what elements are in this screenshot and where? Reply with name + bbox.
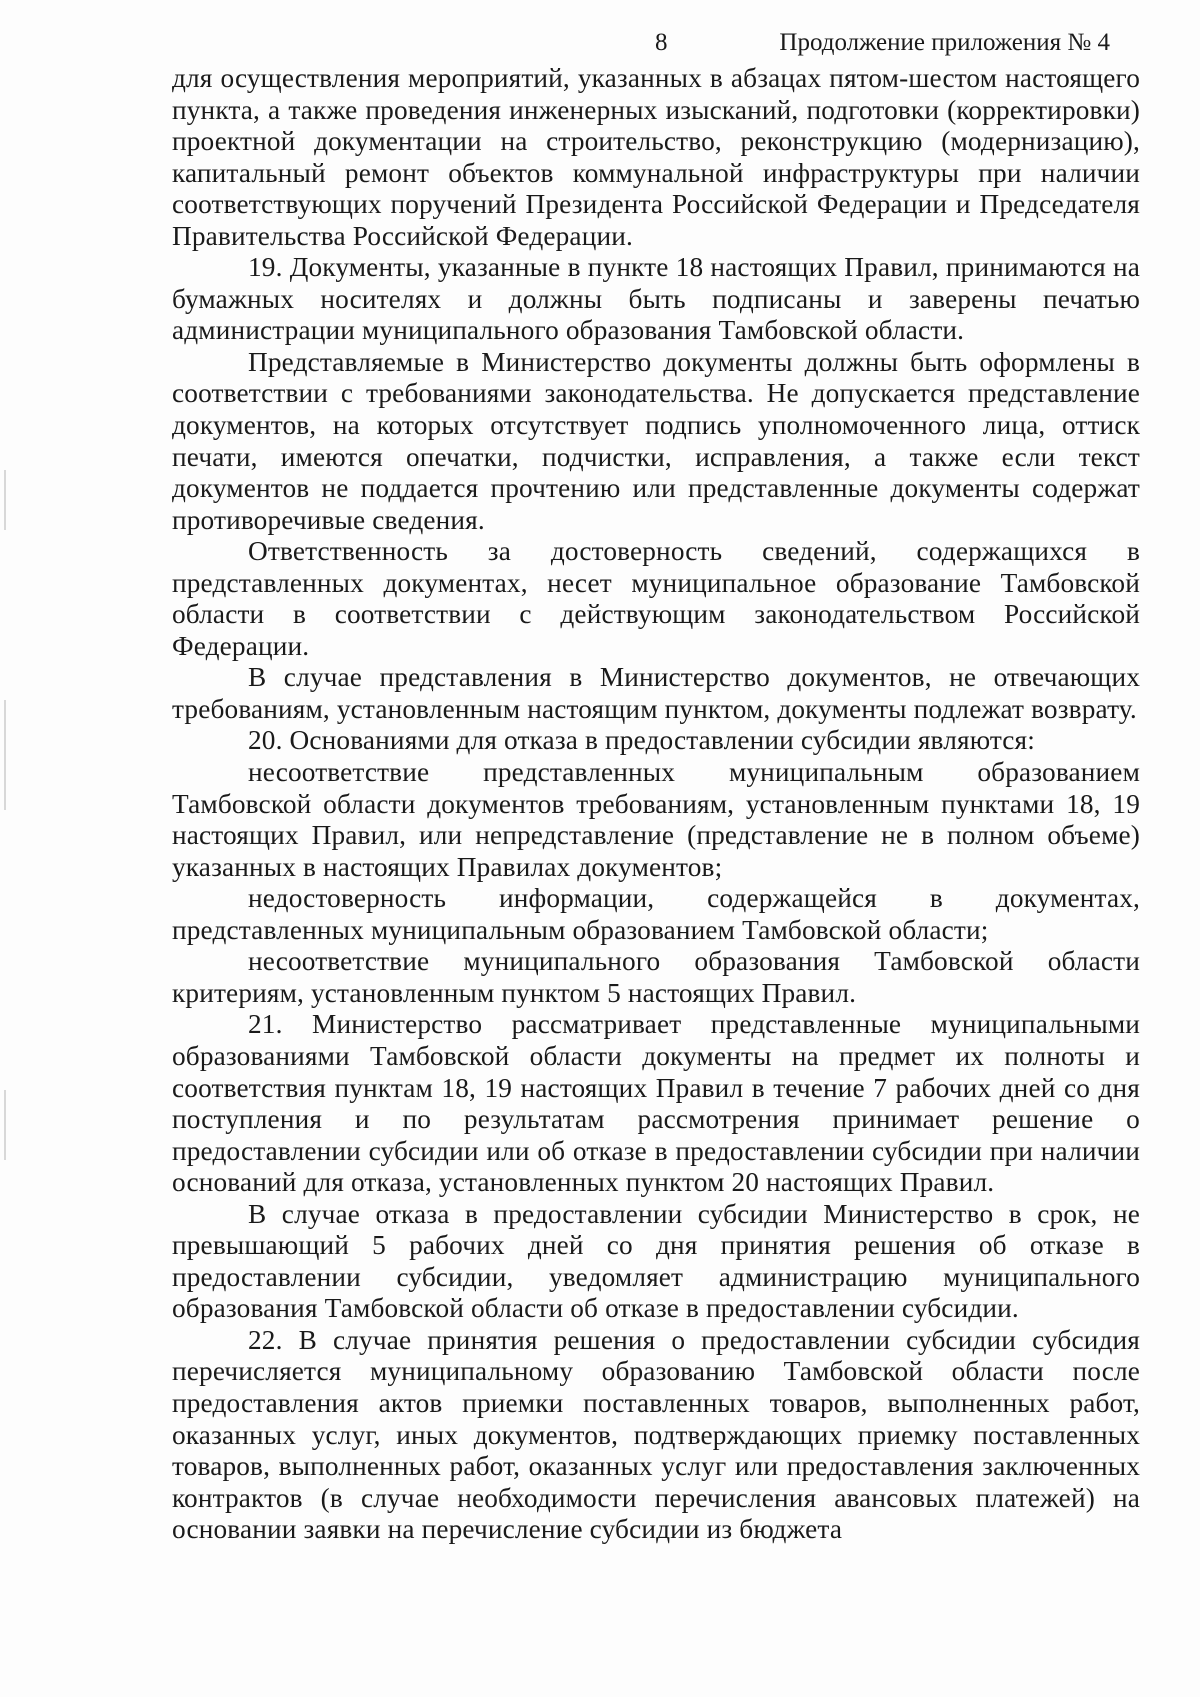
- paragraph-continuation: для осуществления мероприятий, указанных в абзацах пятом-шестом настоящего пункта, а также проведения инженерных изысканий, подготовки (корректировки) проектной документации на строительство, реконструкцию (модернизацию), капитальный ремонт объектов коммунальной инфраструктуры при наличии соответствующих поручений Президента Российской Федерации и Председателя Правительства Российской Федерации.: [172, 63, 1140, 251]
- page-number: 8: [655, 29, 668, 56]
- paragraph-item-19: 19. Документы, указанные в пункте 18 настоящих Правил, принимаются на бумажных носителях и должны быть подписаны и заверены печатью администрации муниципального образования Тамбовской области.: [172, 252, 1140, 346]
- document-body: [172, 63, 1140, 1546]
- scan-artifact: [4, 470, 6, 530]
- paragraph-item-21: 21. Министерство рассматривает представленные муниципальными образованиями Тамбовской области документы на предмет их полноты и соответствия пунктам 18, 19 настоящих Правил в течение 7 рабочих дней со дня поступления и по результатам рассмотрения принимает решение о предоставлении субсидии или об отказе в предоставлении субсидии при наличии оснований для отказа, установленных пунктом 20 настоящих Правил.: [172, 1009, 1140, 1198]
- paragraph-document-requirements: Представляемые в Министерство документы должны быть оформлены в соответствии с требованиями законодательства. Не допускается представление документов, на которых отсутствует подпись уполномоченного лица, оттиск печати, имеются опечатки, подчистки, исправления, а также если текст документов не поддается прочтению или представленные документы содержат противоречивые сведения.: [172, 346, 1140, 535]
- appendix-label: Продолжение приложения № 4: [779, 29, 1110, 56]
- paragraph-responsibility: Ответственность за достоверность сведений, содержащихся в представленных документах, несет муниципальное образование Тамбовской области в соответствии с действующим законодательством Российской Федерации.: [172, 536, 1140, 661]
- paragraph-refusal-reason-1: несоответствие представленных муниципальным образованием Тамбовской области документов требованиям, установленным пунктами 18, 19 настоящих Правил, или непредставление (представление не в полном объеме) указанных в настоящих Правилах документов;: [172, 757, 1140, 882]
- paragraph-refusal-reason-3: несоответствие муниципального образования Тамбовской области критериям, установленным пунктом 5 настоящих Правил.: [172, 946, 1140, 1008]
- scan-artifact: [4, 700, 6, 810]
- paragraph-return-documents: В случае представления в Министерство документов, не отвечающих требованиям, установленным настоящим пунктом, документы подлежат возврату.: [172, 662, 1140, 724]
- paragraph-refusal-reason-2: недостоверность информации, содержащейся в документах, представленных муниципальным образованием Тамбовской области;: [172, 883, 1140, 945]
- scan-artifact: [4, 1090, 6, 1160]
- page-header: [0, 26, 1200, 66]
- paragraph-item-20: 20. Основаниями для отказа в предоставлении субсидии являются:: [248, 725, 1035, 756]
- paragraph-item-22: 22. В случае принятия решения о предоставлении субсидии субсидия перечисляется муниципальному образованию Тамбовской области после предоставления актов приемки поставленных товаров, выполненных работ, оказанных услуг, иных документов, подтверждающих приемку поставленных товаров, выполненных работ, оказанных услуг или предоставления заключенных контрактов (в случае необходимости перечисления авансовых платежей) на основании заявки на перечисление субсидии из бюджета: [172, 1324, 1140, 1545]
- paragraph-refusal-notice: В случае отказа в предоставлении субсидии Министерство в срок, не превышающий 5 рабочих дней со дня принятия решения об отказе в предоставлении субсидии, уведомляет администрацию муниципального образования Тамбовской области об отказе в предоставлении субсидии.: [172, 1198, 1140, 1324]
